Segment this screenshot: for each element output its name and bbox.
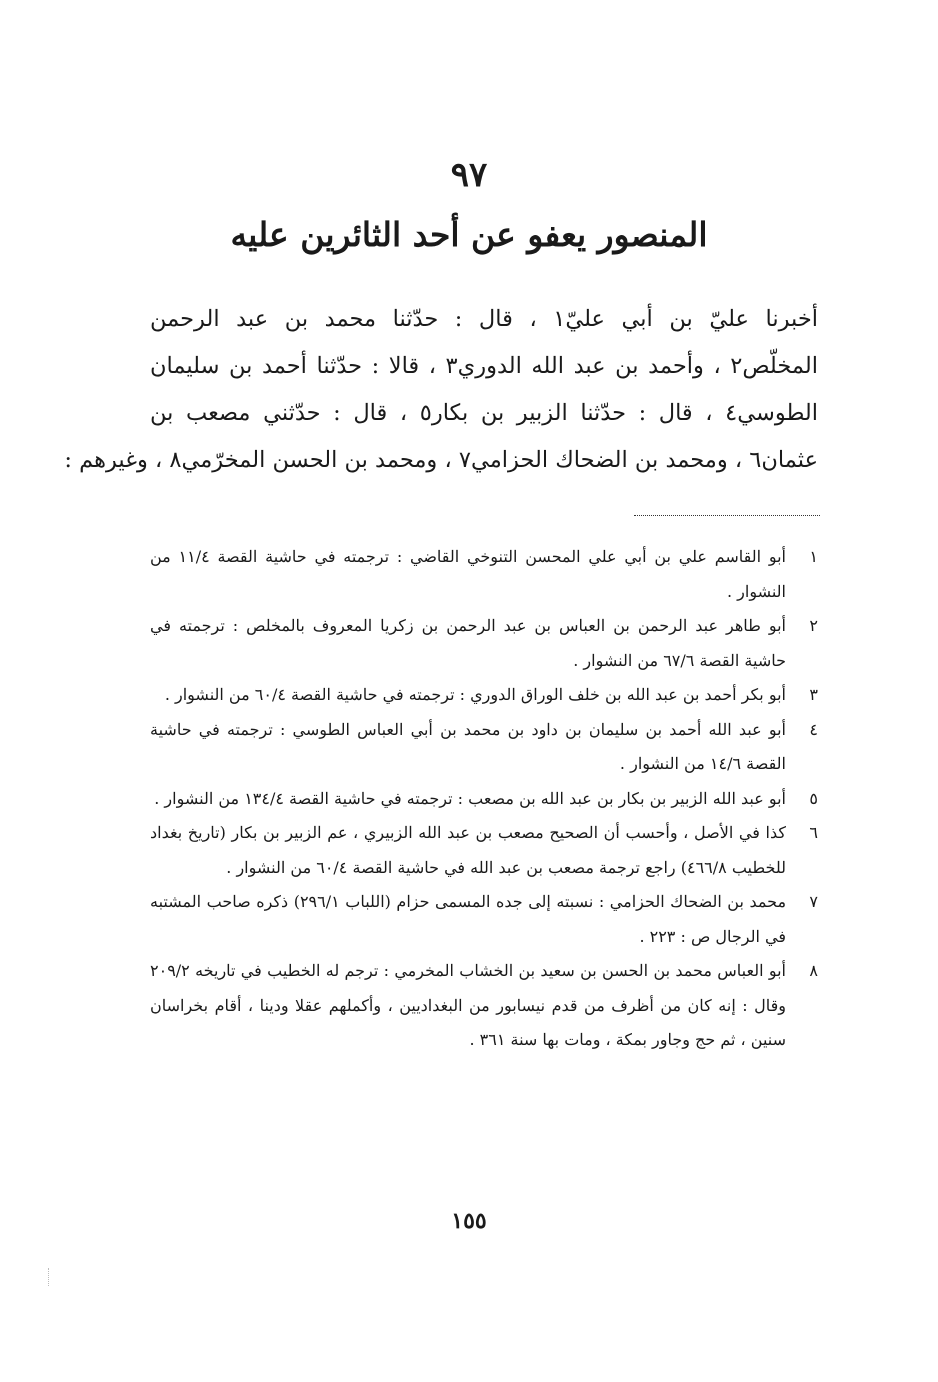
footnote-number: ٤ bbox=[809, 719, 818, 739]
footnote-text: أبو عبد الله الزبير بن بكار بن عبد الله بن مصعب : ترجمته في حاشية القصة ١٣٤/٤ من النشوار . bbox=[154, 788, 786, 808]
footnote-number: ٥ bbox=[809, 788, 818, 808]
footnote-text: أبو عبد الله أحمد بن سليمان بن داود بن محمد بن أبي العباس الطوسي : ترجمته في حاشية القصة ١٤/٦ من النشوار . bbox=[150, 719, 786, 773]
footnote-number: ٣ bbox=[809, 685, 818, 704]
footnotes-list bbox=[150, 540, 818, 1058]
margin-mark bbox=[48, 1268, 49, 1286]
story-title: المنصور يعفو عن أحد الثائرين عليه bbox=[230, 215, 708, 254]
footnote-item bbox=[150, 954, 818, 1058]
footnote-divider bbox=[634, 515, 820, 516]
footnote-number: ١ bbox=[809, 547, 818, 566]
footnote-text: أبو العباس محمد بن الحسن بن سعيد بن الخشاب المخرمي : ترجم له الخطيب في تاريخه ٢٠٩/٢ وقال : إنه كان من أظرف من قدم نيسابور من البغداديين ، وأكملهم عقلا ودينا ، أقام بخراسان سنين ، ثم حج وجاور بمكة ، ومات بها سنة ٣٦١ . bbox=[150, 961, 786, 1049]
footnote-item bbox=[150, 540, 818, 609]
footnote-item bbox=[150, 782, 818, 817]
footnote-item bbox=[150, 713, 818, 782]
isnad-paragraph bbox=[64, 296, 819, 484]
footnote-number: ٦ bbox=[809, 823, 818, 842]
footnote-item bbox=[150, 816, 818, 885]
footnote-text: محمد بن الضحاك الحزامي : نسبته إلى جده المسمى حزام (اللباب ٢٩٦/١) ذكره صاحب المشتبه في الرجال ص : ٢٢٣ . bbox=[150, 892, 787, 946]
footnote-item bbox=[150, 678, 818, 713]
footnote-item bbox=[150, 609, 818, 678]
footnote-item bbox=[150, 885, 818, 954]
paragraph-line: أخبرنا عليّ بن أبي عليّ١ ، قال : حدّثنا محمد بن عبد الرحمن bbox=[150, 306, 818, 332]
footnote-number: ٨ bbox=[809, 961, 818, 980]
paragraph-line: الطوسي٤ ، قال : حدّثنا الزبير بن بكار٥ ، قال : حدّثني مصعب بن bbox=[150, 400, 819, 426]
paragraph-line: عثمان٦ ، ومحمد بن الضحاك الحزامي٧ ، ومحمد بن الحسن المخرّمي٨ ، وغيرهم : bbox=[64, 447, 818, 473]
footnote-number: ٧ bbox=[809, 892, 818, 911]
footnote-number: ٢ bbox=[809, 616, 818, 635]
story-number: ٩٧ bbox=[450, 155, 488, 195]
paragraph-line: المخلّص٢ ، وأحمد بن عبد الله الدوري٣ ، قالا : حدّثنا أحمد بن سليمان bbox=[150, 353, 819, 379]
footnote-text: أبو القاسم علي بن أبي علي المحسن التنوخي القاضي : ترجمته في حاشية القصة ١١/٤ من النشوار . bbox=[150, 547, 786, 601]
footnote-text: أبو طاهر عبد الرحمن بن العباس بن عبد الرحمن بن زكريا المعروف بالمخلص : ترجمته في حاشية القصة ٦٧/٦ من النشوار . bbox=[150, 616, 786, 670]
footnote-text: كذا في الأصل ، وأحسب أن الصحيح مصعب بن عبد الله الزبيري ، عم الزبير بن بكار (تاريخ بغداد للخطيب ٤٦٦/٨) راجع ترجمة مصعب بن عبد الله في حاشية القصة ٦٠/٤ من النشوار . bbox=[150, 823, 786, 877]
footnote-text: أبو بكر أحمد بن عبد الله بن خلف الوراق الدوري : ترجمته في حاشية القصة ٦٠/٤ من النشوار . bbox=[164, 685, 786, 704]
page-number: ١٥٥ bbox=[451, 1208, 487, 1234]
